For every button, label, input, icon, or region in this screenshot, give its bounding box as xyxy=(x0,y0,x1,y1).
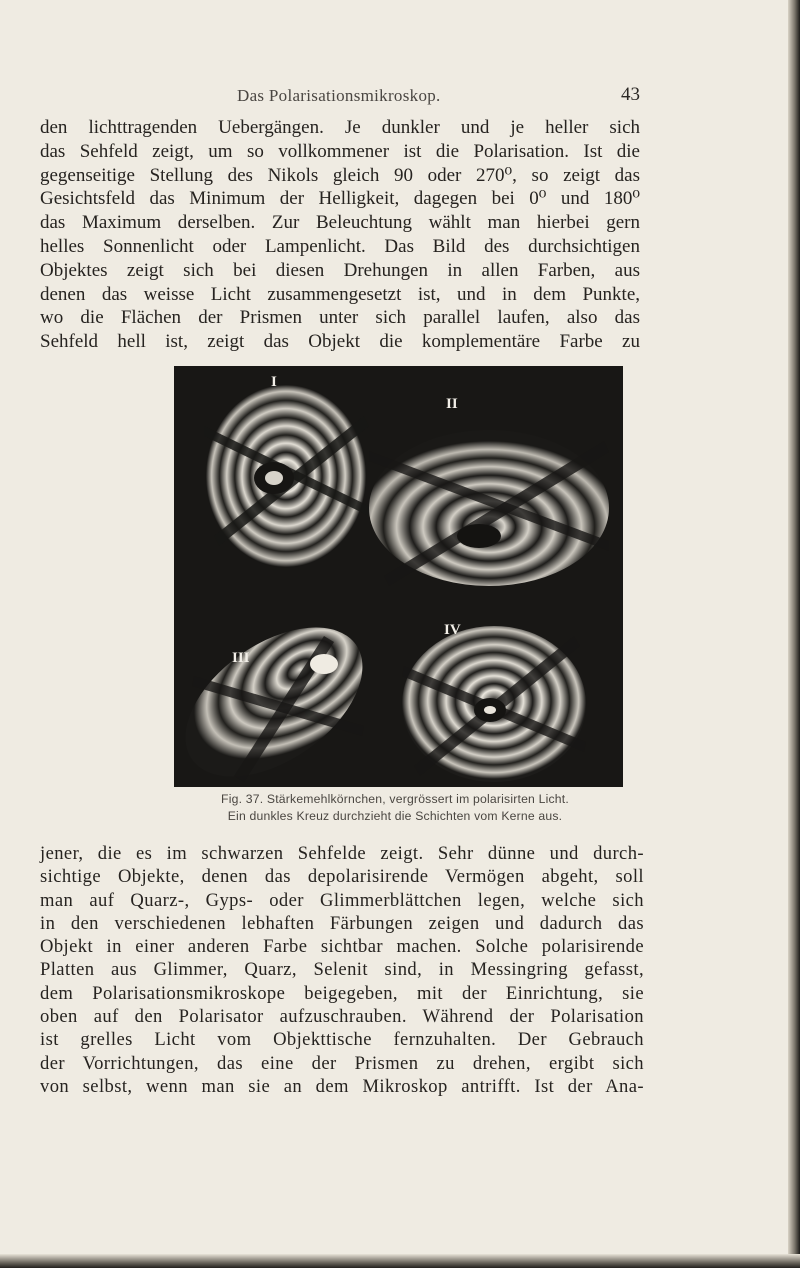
text-line: man auf Quarz-, Gyps- oder Glimmerblättchen legen, welche sich xyxy=(40,889,644,911)
text-line: gegenseitige Stellung des Nikols gleich 90 oder 270⁰, so zeigt das xyxy=(40,164,640,186)
text-line: Objekt in einer anderen Farbe sichtbar machen. Solche polarisirende xyxy=(40,936,644,958)
text-line: Objektes zeigt sich bei diesen Drehungen in allen Farben, aus xyxy=(40,259,640,281)
figure-starch-grains xyxy=(174,366,623,787)
caption-line: Fig. 37. Stärkemehlkörnchen, vergrössert im polarisirten Licht. xyxy=(221,792,569,806)
paragraph-top xyxy=(40,116,640,354)
text-line: das Maximum derselben. Zur Beleuchtung wählt man hierbei gern xyxy=(40,212,640,234)
text-line: von selbst, wenn man sie an dem Mikroskop antrifft. Ist der Ana- xyxy=(40,1075,644,1097)
text-line: in den verschiedenen lebhaften Färbungen zeigen und dadurch das xyxy=(40,912,644,934)
text-line: der Vorrichtungen, das eine der Prismen zu drehen, ergibt sich xyxy=(40,1052,644,1074)
text-line: helles Sonnenlicht oder Lampenlicht. Das Bild des durchsichtigen xyxy=(40,235,640,257)
text-line: Gesichtsfeld das Minimum der Helligkeit, dagegen bei 0⁰ und 180⁰ xyxy=(40,188,640,210)
starch-grain-ii xyxy=(369,430,609,586)
running-head xyxy=(0,86,800,112)
text-line: oben auf den Polarisator aufzuschrauben. Während der Polarisation xyxy=(40,1006,644,1028)
running-title: Das Polarisationsmikroskop. xyxy=(237,86,441,105)
page-edge xyxy=(788,0,800,1268)
text-line: jener, die es im schwarzen Sehfelde zeigt. Sehr dünne und durch- xyxy=(40,843,644,864)
text-line: den lichttragenden Uebergängen. Je dunkler und je heller sich xyxy=(40,117,640,138)
text-line: das Sehfeld zeigt, um so vollkommener ist die Polarisation. Ist die xyxy=(40,140,640,162)
figure-label-i: I xyxy=(271,374,277,390)
page-number: 43 xyxy=(621,84,640,105)
figure-label-ii: II xyxy=(446,396,458,412)
text-line: Sehfeld hell ist, zeigt das Objekt die komplementäre Farbe zu xyxy=(40,331,640,353)
text-line: sichtige Objekte, denen das depolarisirende Vermögen abgeht, soll xyxy=(40,866,644,888)
text-line: denen das weisse Licht zusammengesetzt ist, und in dem Punkte, xyxy=(40,283,640,305)
starch-grain-iv xyxy=(402,626,586,782)
figure-illustration xyxy=(174,366,623,787)
text-line: ist grelles Licht vom Objekttische fernzuhalten. Der Gebrauch xyxy=(40,1029,644,1051)
text-line: Platten aus Glimmer, Quarz, Selenit sind, in Messingring gefasst, xyxy=(40,959,644,981)
caption-line: Ein dunkles Kreuz durchzieht die Schichten vom Kerne aus. xyxy=(227,809,563,823)
paragraph-bottom xyxy=(40,842,644,1098)
figure-caption xyxy=(90,791,700,825)
figure-label-iii: III xyxy=(232,650,250,666)
text-line: dem Polarisationsmikroskope beigegeben, mit der Einrichtung, sie xyxy=(40,982,644,1004)
text-line: wo die Flächen der Prismen unter sich parallel laufen, also das xyxy=(40,307,640,329)
figure-label-iv: IV xyxy=(444,622,461,638)
page-bottom-edge xyxy=(0,1254,800,1268)
